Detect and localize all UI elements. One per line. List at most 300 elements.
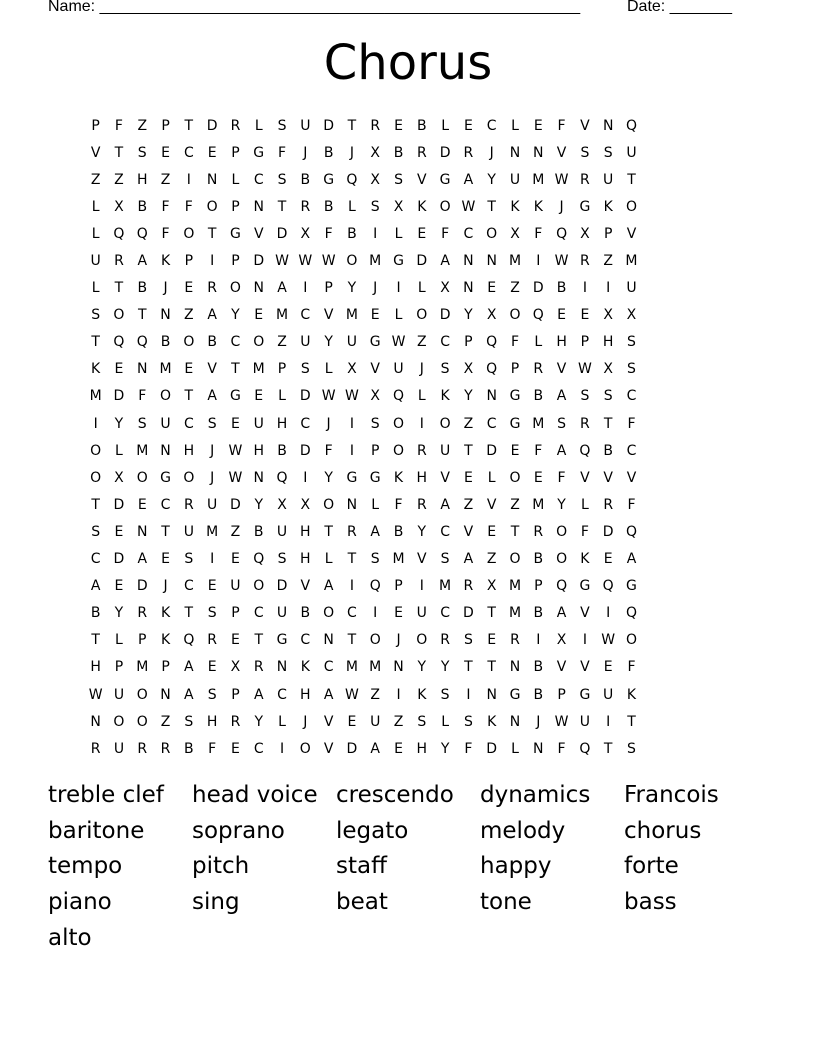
grid-letter: U xyxy=(113,740,125,757)
grid-letter: E xyxy=(347,713,357,730)
grid-letter: D xyxy=(439,307,451,324)
grid-letter: F xyxy=(557,740,566,757)
grid-letter: E xyxy=(207,659,217,676)
grid-letter: Y xyxy=(347,280,357,297)
grid-letter: J xyxy=(396,632,401,649)
grid-letter: D xyxy=(416,253,428,270)
grid-letter: O xyxy=(625,632,637,649)
grid-letter: H xyxy=(183,442,195,459)
grid-letter: X xyxy=(114,198,124,215)
grid-letter: X xyxy=(463,361,474,378)
grid-letter: I xyxy=(582,280,587,297)
grid-letter: S xyxy=(370,415,380,432)
grid-letter: U xyxy=(113,686,125,703)
grid-letter: D xyxy=(486,740,498,757)
grid-letter: T xyxy=(184,388,194,405)
grid-letter: V xyxy=(323,713,334,730)
grid-letter: N xyxy=(463,253,474,270)
grid-letter: A xyxy=(463,171,474,188)
grid-letter: W xyxy=(298,253,313,270)
grid-letter: S xyxy=(440,361,450,378)
grid-letter: C xyxy=(253,605,264,622)
grid-letter: D xyxy=(276,578,288,595)
grid-letter: N xyxy=(393,659,404,676)
grid-letter: T xyxy=(184,117,194,134)
grid-letter: B xyxy=(277,442,287,459)
grid-letter: G xyxy=(626,578,637,595)
grid-row xyxy=(84,356,736,383)
grid-letter: R xyxy=(510,632,520,649)
grid-letter: A xyxy=(253,686,264,703)
grid-letter: P xyxy=(161,117,170,134)
grid-letter: O xyxy=(323,496,335,513)
grid-letter: M xyxy=(369,659,382,676)
grid-letter: K xyxy=(160,253,171,270)
grid-letter: Z xyxy=(137,117,148,134)
grid-letter: V xyxy=(556,659,567,676)
grid-letter: V xyxy=(323,740,334,757)
grid-letter: W xyxy=(344,388,359,405)
grid-letter: S xyxy=(370,198,380,215)
grid-letter: Y xyxy=(254,713,263,730)
grid-row xyxy=(84,329,736,356)
grid-letter: K xyxy=(300,659,310,676)
grid-letter: F xyxy=(557,469,566,486)
grid-letter: U xyxy=(579,713,590,730)
grid-letter: V xyxy=(556,144,567,161)
grid-letter: E xyxy=(557,307,567,324)
grid-letter: B xyxy=(533,551,544,568)
grid-letter: R xyxy=(370,117,381,134)
grid-letter: R xyxy=(230,117,241,134)
grid-letter: I xyxy=(186,171,191,188)
grid-letter: B xyxy=(90,605,101,622)
grid-letter: I xyxy=(536,253,541,270)
grid-letter: N xyxy=(509,659,521,676)
grid-letter: K xyxy=(160,632,171,649)
grid-letter: S xyxy=(417,713,427,730)
grid-letter: T xyxy=(184,605,194,622)
grid-letter: T xyxy=(231,361,240,378)
grid-letter: D xyxy=(299,442,311,459)
grid-letter: J xyxy=(326,415,331,432)
grid-letter: O xyxy=(229,280,241,297)
grid-letter: K xyxy=(393,469,404,486)
grid-letter: R xyxy=(533,361,544,378)
grid-letter: V xyxy=(417,551,427,568)
grid-letter: J xyxy=(303,713,308,730)
grid-row xyxy=(84,410,736,437)
grid-letter: P xyxy=(184,253,194,270)
grid-letter: D xyxy=(299,388,311,405)
grid-letter: X xyxy=(510,225,520,242)
grid-letter: G xyxy=(253,144,265,161)
grid-letter: M xyxy=(508,578,522,595)
word-bank-item: baritone xyxy=(48,817,145,844)
grid-letter: L xyxy=(417,280,426,297)
grid-letter: D xyxy=(206,117,218,134)
word-bank xyxy=(48,778,788,956)
grid-letter: R xyxy=(603,496,614,513)
grid-letter: E xyxy=(487,523,497,540)
grid-letter: A xyxy=(463,551,474,568)
grid-letter: S xyxy=(627,334,636,351)
grid-letter: I xyxy=(419,415,424,432)
grid-letter: I xyxy=(396,686,401,703)
grid-letter: C xyxy=(440,334,450,351)
grid-letter: S xyxy=(184,551,194,568)
grid-letter: S xyxy=(184,713,194,730)
grid-letter: Z xyxy=(230,523,241,540)
grid-letter: L xyxy=(487,469,496,486)
grid-letter: Q xyxy=(556,578,568,595)
worksheet-header xyxy=(48,0,748,16)
word-bank-item: piano xyxy=(48,889,112,916)
grid-letter: P xyxy=(231,198,240,215)
grid-letter: P xyxy=(534,578,543,595)
grid-letter: O xyxy=(625,198,637,215)
grid-letter: I xyxy=(303,280,308,297)
grid-letter: A xyxy=(440,496,450,513)
grid-letter: X xyxy=(300,225,311,242)
grid-letter: L xyxy=(511,740,519,757)
grid-letter: Z xyxy=(510,280,520,297)
grid-letter: S xyxy=(277,551,287,568)
grid-letter: D xyxy=(532,280,544,297)
grid-letter: C xyxy=(160,496,171,513)
grid-letter: S xyxy=(627,740,636,757)
grid-letter: E xyxy=(231,415,240,432)
grid-letter: R xyxy=(533,523,544,540)
grid-letter: X xyxy=(556,632,567,649)
grid-letter: M xyxy=(275,307,289,324)
grid-letter: C xyxy=(300,307,311,324)
grid-letter: S xyxy=(627,361,636,378)
grid-letter: K xyxy=(603,198,613,215)
grid-letter: M xyxy=(89,388,102,405)
grid-letter: D xyxy=(439,144,451,161)
grid-letter: O xyxy=(160,388,172,405)
grid-letter: X xyxy=(486,307,497,324)
grid-letter: O xyxy=(136,686,148,703)
grid-letter: E xyxy=(114,523,124,540)
grid-letter: D xyxy=(113,388,125,405)
grid-letter: E xyxy=(161,144,170,161)
grid-letter: T xyxy=(324,523,333,540)
grid-letter: B xyxy=(184,740,194,757)
grid-letter: D xyxy=(346,740,358,757)
grid-letter: W xyxy=(321,253,336,270)
grid-row xyxy=(84,220,736,247)
grid-letter: F xyxy=(464,740,473,757)
grid-letter: Z xyxy=(114,171,124,188)
grid-letter: L xyxy=(115,442,123,459)
grid-letter: F xyxy=(627,659,636,676)
grid-letter: R xyxy=(183,496,194,513)
grid-letter: C xyxy=(183,578,194,595)
grid-letter: Q xyxy=(392,388,405,405)
grid-letter: X xyxy=(370,388,380,405)
grid-letter: K xyxy=(440,388,450,405)
grid-letter: L xyxy=(348,198,356,215)
grid-letter: R xyxy=(580,171,590,188)
grid-letter: Z xyxy=(90,171,101,188)
grid-letter: X xyxy=(347,361,357,378)
grid-letter: E xyxy=(417,225,427,242)
grid-letter: A xyxy=(556,442,567,459)
grid-letter: M xyxy=(532,415,545,432)
grid-letter: G xyxy=(509,686,521,703)
grid-letter: T xyxy=(464,442,473,459)
grid-letter: Y xyxy=(464,307,473,324)
grid-letter: O xyxy=(183,469,195,486)
grid-letter: U xyxy=(370,713,381,730)
grid-letter: D xyxy=(463,605,474,622)
grid-letter: F xyxy=(627,496,636,513)
grid-letter: D xyxy=(113,496,125,513)
grid-letter: G xyxy=(579,578,591,595)
grid-row xyxy=(84,681,736,708)
grid-letter: L xyxy=(278,713,286,730)
grid-letter: T xyxy=(627,713,636,730)
grid-letter: E xyxy=(231,632,240,649)
grid-letter: V xyxy=(603,469,613,486)
grid-letter: V xyxy=(440,469,450,486)
grid-letter: Q xyxy=(486,334,498,351)
grid-letter: N xyxy=(533,740,544,757)
grid-letter: E xyxy=(254,388,264,405)
grid-letter: T xyxy=(254,632,263,649)
grid-letter: A xyxy=(137,253,148,270)
grid-letter: F xyxy=(161,225,170,242)
grid-letter: L xyxy=(231,171,240,188)
grid-letter: R xyxy=(207,280,217,297)
grid-letter: R xyxy=(137,605,148,622)
grid-letter: G xyxy=(369,469,381,486)
grid-letter: C xyxy=(486,117,497,134)
grid-row xyxy=(84,247,736,274)
grid-letter: K xyxy=(533,198,543,215)
grid-letter: H xyxy=(136,171,148,188)
grid-letter: L xyxy=(91,225,100,242)
grid-letter: Q xyxy=(136,225,148,242)
grid-letter: Y xyxy=(324,469,333,486)
grid-letter: B xyxy=(533,388,544,405)
grid-letter: O xyxy=(486,225,498,242)
grid-letter: O xyxy=(509,307,521,324)
grid-letter: P xyxy=(138,632,147,649)
grid-letter: S xyxy=(207,605,217,622)
grid-letter: Q xyxy=(276,469,288,486)
grid-letter: W xyxy=(554,253,569,270)
grid-letter: E xyxy=(533,469,543,486)
grid-letter: P xyxy=(231,253,240,270)
grid-letter: C xyxy=(230,334,241,351)
grid-letter: Q xyxy=(625,523,637,540)
grid-letter: U xyxy=(603,171,614,188)
word-bank-item: bass xyxy=(624,889,677,916)
grid-letter: O xyxy=(416,632,428,649)
grid-letter: O xyxy=(113,307,125,324)
grid-letter: G xyxy=(230,225,241,242)
grid-letter: E xyxy=(231,551,240,568)
grid-letter: S xyxy=(137,144,147,161)
puzzle-title: Chorus xyxy=(323,35,493,91)
grid-letter: Z xyxy=(160,713,171,730)
word-bank-item: happy xyxy=(480,853,552,880)
grid-letter: C xyxy=(90,551,101,568)
grid-letter: O xyxy=(299,740,311,757)
grid-letter: W xyxy=(554,171,569,188)
grid-letter: W xyxy=(554,713,569,730)
grid-letter: G xyxy=(509,415,521,432)
grid-letter: T xyxy=(487,659,496,676)
grid-letter: Z xyxy=(277,334,287,351)
grid-letter: L xyxy=(511,117,519,134)
grid-letter: U xyxy=(416,605,427,622)
grid-letter: T xyxy=(464,659,473,676)
grid-letter: O xyxy=(253,578,265,595)
grid-letter: E xyxy=(510,442,520,459)
grid-letter: E xyxy=(580,307,590,324)
grid-letter: Z xyxy=(393,713,404,730)
grid-letter: Z xyxy=(603,253,613,270)
grid-letter: L xyxy=(278,388,286,405)
grid-letter: B xyxy=(603,442,613,459)
grid-letter: C xyxy=(440,605,450,622)
grid-row xyxy=(84,708,736,735)
grid-letter: J xyxy=(210,442,215,459)
grid-letter: O xyxy=(509,469,521,486)
grid-letter: N xyxy=(486,686,497,703)
grid-letter: Y xyxy=(440,740,450,757)
grid-letter: B xyxy=(160,334,171,351)
grid-letter: N xyxy=(602,117,614,134)
grid-letter: T xyxy=(603,415,613,432)
grid-letter: A xyxy=(370,740,380,757)
grid-letter: V xyxy=(323,307,334,324)
grid-row xyxy=(84,600,736,627)
grid-letter: N xyxy=(463,280,474,297)
grid-letter: I xyxy=(396,280,401,297)
grid-letter: P xyxy=(464,334,473,351)
grid-letter: O xyxy=(392,415,405,432)
grid-letter: R xyxy=(416,442,427,459)
grid-letter: B xyxy=(533,686,544,703)
grid-letter: Z xyxy=(486,551,497,568)
grid-letter: E xyxy=(394,605,403,622)
grid-letter: Y xyxy=(557,496,566,513)
grid-letter: L xyxy=(441,713,449,730)
grid-letter: F xyxy=(324,225,333,242)
grid-letter: A xyxy=(184,659,194,676)
grid-letter: H xyxy=(416,740,428,757)
grid-letter: T xyxy=(347,632,357,649)
grid-letter: H xyxy=(300,686,311,703)
grid-letter: O xyxy=(113,713,125,730)
grid-letter: C xyxy=(440,523,450,540)
grid-letter: S xyxy=(557,415,567,432)
grid-letter: E xyxy=(603,659,613,676)
grid-letter: E xyxy=(487,632,497,649)
grid-letter: I xyxy=(373,225,378,242)
grid-letter: E xyxy=(394,117,403,134)
grid-letter: L xyxy=(441,117,449,134)
grid-letter: F xyxy=(394,496,403,513)
grid-letter: C xyxy=(626,442,637,459)
grid-letter: Q xyxy=(556,225,568,242)
grid-letter: T xyxy=(277,198,287,215)
grid-letter: F xyxy=(580,523,589,540)
grid-letter: W xyxy=(321,388,336,405)
grid-letter: N xyxy=(346,496,358,513)
grid-letter: L xyxy=(324,361,333,378)
grid-letter: X xyxy=(603,307,613,324)
grid-letter: Z xyxy=(510,496,520,513)
grid-letter: T xyxy=(91,334,100,351)
grid-letter: A xyxy=(277,280,287,297)
grid-letter: X xyxy=(277,496,287,513)
grid-letter: U xyxy=(230,578,241,595)
grid-letter: G xyxy=(323,171,335,188)
grid-letter: R xyxy=(463,144,474,161)
grid-letter: S xyxy=(91,307,101,324)
grid-letter: P xyxy=(370,442,380,459)
grid-letter: P xyxy=(603,225,613,242)
grid-letter: Y xyxy=(231,307,240,324)
grid-letter: C xyxy=(323,659,334,676)
grid-letter: W xyxy=(88,686,103,703)
letter-grid xyxy=(84,112,736,762)
grid-letter: J xyxy=(303,144,308,161)
grid-letter: E xyxy=(463,117,473,134)
grid-letter: F xyxy=(138,388,147,405)
grid-letter: E xyxy=(207,144,217,161)
grid-letter: K xyxy=(626,686,637,703)
grid-letter: V xyxy=(253,225,264,242)
grid-letter: T xyxy=(114,280,124,297)
grid-letter: B xyxy=(300,171,311,188)
grid-letter: M xyxy=(136,442,149,459)
grid-letter: N xyxy=(90,713,101,730)
grid-letter: U xyxy=(207,496,218,513)
grid-letter: T xyxy=(603,740,613,757)
grid-letter: X xyxy=(114,469,124,486)
grid-letter: R xyxy=(137,740,148,757)
word-bank-item: treble clef xyxy=(48,782,164,808)
grid-letter: F xyxy=(627,415,636,432)
grid-letter: R xyxy=(114,253,124,270)
grid-letter: C xyxy=(347,605,357,622)
grid-letter: J xyxy=(373,280,378,297)
grid-letter: H xyxy=(90,659,101,676)
grid-letter: K xyxy=(417,686,427,703)
grid-letter: S xyxy=(603,144,613,161)
grid-letter: A xyxy=(556,605,567,622)
grid-letter: N xyxy=(323,632,334,649)
grid-letter: B xyxy=(393,523,404,540)
grid-letter: L xyxy=(394,225,403,242)
grid-letter: R xyxy=(347,523,357,540)
grid-letter: X xyxy=(370,144,380,161)
grid-letter: T xyxy=(114,144,124,161)
grid-letter: M xyxy=(345,659,358,676)
grid-letter: X xyxy=(393,198,404,215)
grid-letter: V xyxy=(90,144,101,161)
grid-letter: Q xyxy=(532,307,544,324)
grid-letter: I xyxy=(303,469,308,486)
grid-letter: E xyxy=(463,469,473,486)
